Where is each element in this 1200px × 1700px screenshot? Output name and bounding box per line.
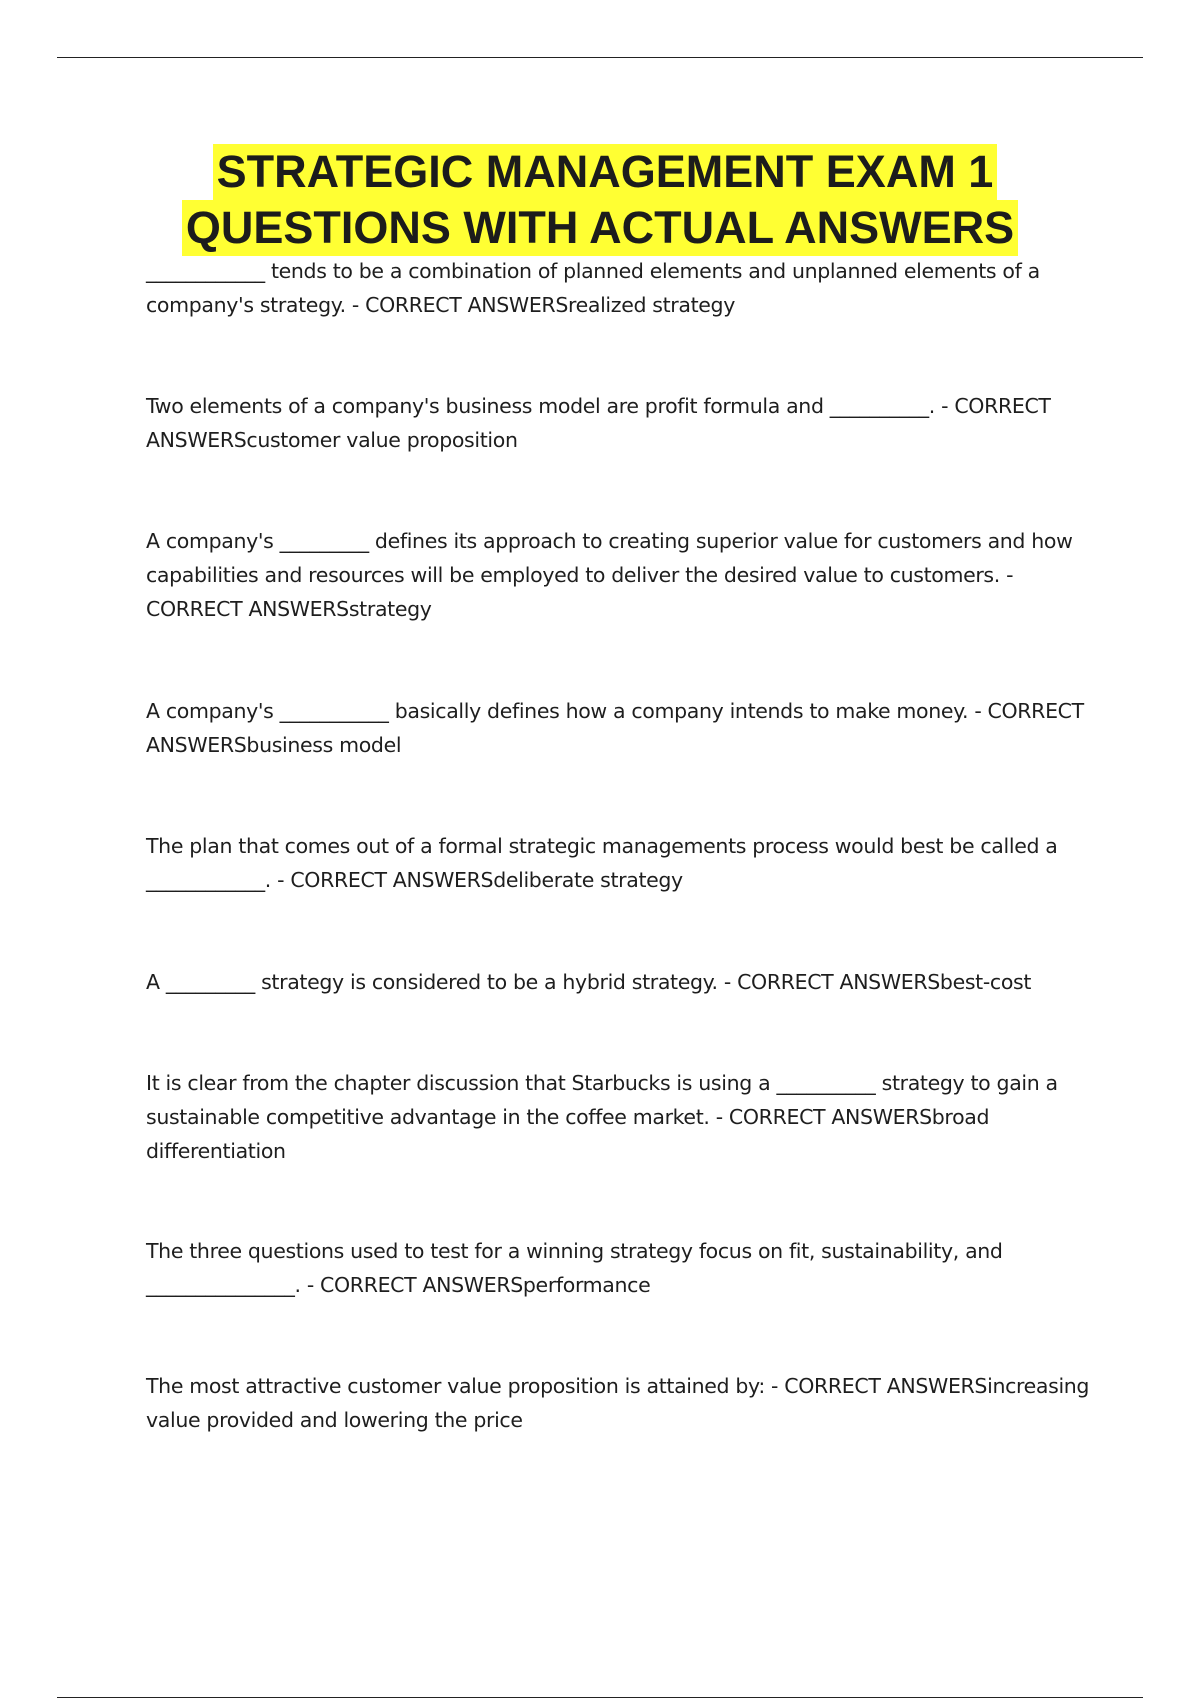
qa-item-1-line-1: ____________ tends to be a combination of planned elements and unplanned elements of a <box>146 259 1040 283</box>
qa-item-4-line-1: A company's ___________ basically defines how a company intends to make money. - CORRECT <box>146 699 1084 723</box>
qa-item-9-line-1: The most attractive customer value proposition is attained by: - CORRECT ANSWERSincreasing <box>146 1374 1090 1398</box>
qa-item-7-line-1: It is clear from the chapter discussion that Starbucks is using a __________ strategy to gain a <box>146 1071 1058 1095</box>
qa-item-6-line-1: A _________ strategy is considered to be a hybrid strategy. - CORRECT ANSWERSbest-cost <box>146 970 1032 994</box>
title-line-2: QUESTIONS WITH ACTUAL ANSWERS <box>182 200 1018 256</box>
qa-item-4-line-2: ANSWERSbusiness model <box>146 733 402 757</box>
qa-item-9 <box>146 1369 1101 1437</box>
bottom-rule <box>57 1697 1143 1698</box>
qa-item-2-line-2: ANSWERScustomer value proposition <box>146 428 518 452</box>
qa-item-5-line-2: ____________. - CORRECT ANSWERSdeliberate strategy <box>146 868 683 892</box>
document-title <box>0 144 1200 256</box>
qa-item-2 <box>146 389 1101 457</box>
top-rule <box>57 57 1143 58</box>
qa-item-8-line-2: _______________. - CORRECT ANSWERSperformance <box>146 1273 651 1297</box>
qa-item-3-line-3: CORRECT ANSWERSstrategy <box>146 597 432 621</box>
qa-item-3-line-2: capabilities and resources will be employed to deliver the desired value to customers. - <box>146 563 1014 587</box>
qa-item-8-line-1: The three questions used to test for a winning strategy focus on fit, sustainability, and <box>146 1239 1003 1263</box>
qa-item-5 <box>146 829 1101 897</box>
qa-item-4 <box>146 694 1101 762</box>
qa-item-7 <box>146 1066 1101 1168</box>
qa-item-6 <box>146 965 1101 999</box>
qa-item-1-line-2: company's strategy. - CORRECT ANSWERSrealized strategy <box>146 293 735 317</box>
qa-item-7-line-2: sustainable competitive advantage in the coffee market. - CORRECT ANSWERSbroad <box>146 1105 990 1129</box>
qa-item-3 <box>146 524 1101 626</box>
qa-item-9-line-2: value provided and lowering the price <box>146 1408 523 1432</box>
title-line-1: STRATEGIC MANAGEMENT EXAM 1 <box>213 144 998 200</box>
qa-item-2-line-1: Two elements of a company's business model are profit formula and __________. - CORRECT <box>146 394 1051 418</box>
qa-item-1 <box>146 254 1101 322</box>
qa-item-8 <box>146 1234 1101 1302</box>
qa-item-5-line-1: The plan that comes out of a formal strategic managements process would best be called a <box>146 834 1058 858</box>
qa-item-3-line-1: A company's _________ defines its approach to creating superior value for customers and how <box>146 529 1073 553</box>
qa-item-7-line-3: differentiation <box>146 1139 286 1163</box>
